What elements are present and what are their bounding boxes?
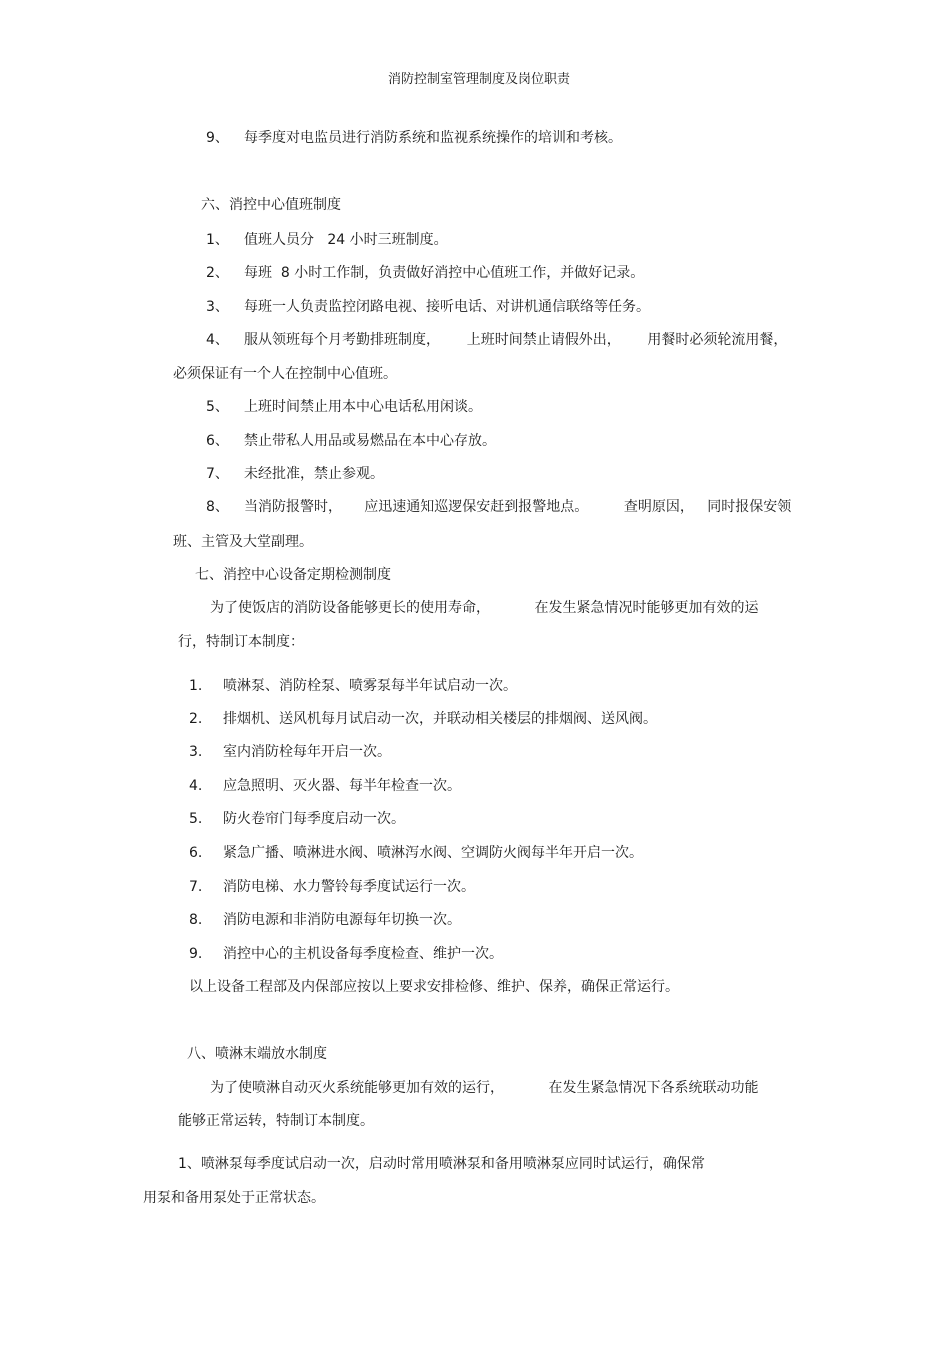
- item-text: 喷淋泵、消防栓泵、喷雾泵每半年试启动一次。: [223, 678, 517, 694]
- item-number: 2.: [189, 711, 203, 727]
- item-text: 每班 8 小时工作制，负责做好消控中心值班工作，并做好记录。: [244, 265, 645, 281]
- section-8-intro: 为了使喷淋自动灭火系统能够更加有效的运行， 在发生紧急情况下各系统联动功能: [210, 1080, 759, 1096]
- item-number: 7.: [189, 879, 203, 895]
- section-7-intro-continued: 行，特制订本制度：: [178, 634, 304, 650]
- item-text: 值班人员分 24 小时三班制度。: [244, 232, 448, 248]
- section-7-footer: 以上设备工程部及内保部应按以上要求安排检修、维护、保养，确保正常运行。: [189, 979, 679, 995]
- item-text-continued: 必须保证有一个人在控制中心值班。: [173, 366, 397, 382]
- item-number: 9、: [206, 130, 229, 146]
- item-text: 防火卷帘门每季度启动一次。: [223, 811, 405, 827]
- item-number: 6.: [189, 845, 203, 861]
- item-text: 应急照明、灭火器、每半年检查一次。: [223, 778, 461, 794]
- section-8-item: 1、喷淋泵每季度试启动一次，启动时常用喷淋泵和备用喷淋泵应同时试运行，确保常: [178, 1156, 705, 1172]
- section-8-intro-continued: 能够正常运转，特制订本制度。: [178, 1113, 374, 1129]
- item-number: 8.: [189, 912, 203, 928]
- item-text: 服从领班每个月考勤排班制度， 上班时间禁止请假外出， 用餐时必须轮流用餐，: [244, 332, 788, 348]
- item-text: 消防电梯、水力警铃每季度试运行一次。: [223, 879, 475, 895]
- item-number: 5、: [206, 399, 229, 415]
- item-number: 6、: [206, 433, 229, 449]
- item-text-continued: 班、主管及大堂副理。: [173, 534, 313, 550]
- page-header: 消防控制室管理制度及岗位职责: [388, 72, 571, 87]
- item-number: 7、: [206, 466, 229, 482]
- item-number: 4、: [206, 332, 229, 348]
- item-text: 消防电源和非消防电源每年切换一次。: [223, 912, 461, 928]
- section-7-intro: 为了使饭店的消防设备能够更长的使用寿命， 在发生紧急情况时能够更加有效的运: [210, 600, 759, 616]
- item-number: 5.: [189, 811, 203, 827]
- item-text: 消控中心的主机设备每季度检查、维护一次。: [223, 946, 503, 962]
- item-text: 未经批准，禁止参观。: [244, 466, 384, 482]
- section-8-item-continued: 用泵和备用泵处于正常状态。: [143, 1190, 325, 1206]
- item-text: 每班一人负责监控闭路电视、接听电话、对讲机通信联络等任务。: [244, 299, 650, 315]
- section-6-title: 六、消控中心值班制度: [201, 197, 341, 213]
- item-number: 1.: [189, 678, 203, 694]
- item-number: 2、: [206, 265, 229, 281]
- item-text: 室内消防栓每年开启一次。: [223, 744, 391, 760]
- item-number: 4.: [189, 778, 203, 794]
- item-number: 1、: [206, 232, 229, 248]
- item-text: 每季度对电监员进行消防系统和监视系统操作的培训和考核。: [244, 130, 622, 146]
- section-7-title: 七、消控中心设备定期检测制度: [195, 567, 391, 583]
- item-number: 3.: [189, 744, 203, 760]
- item-text: 紧急广播、喷淋进水阀、喷淋泻水阀、空调防火阀每半年开启一次。: [223, 845, 643, 861]
- item-number: 8、: [206, 499, 229, 515]
- item-number: 9.: [189, 946, 203, 962]
- item-text: 排烟机、送风机每月试启动一次，并联动相关楼层的排烟阀、送风阀。: [223, 711, 657, 727]
- item-text: 上班时间禁止用本中心电话私用闲谈。: [244, 399, 482, 415]
- item-number: 3、: [206, 299, 229, 315]
- section-8-title: 八、喷淋末端放水制度: [187, 1046, 327, 1062]
- item-text: 禁止带私人用品或易燃品在本中心存放。: [244, 433, 496, 449]
- item-text: 当消防报警时， 应迅速通知巡逻保安赶到报警地点。 查明原因， 同时报保安领: [244, 499, 792, 515]
